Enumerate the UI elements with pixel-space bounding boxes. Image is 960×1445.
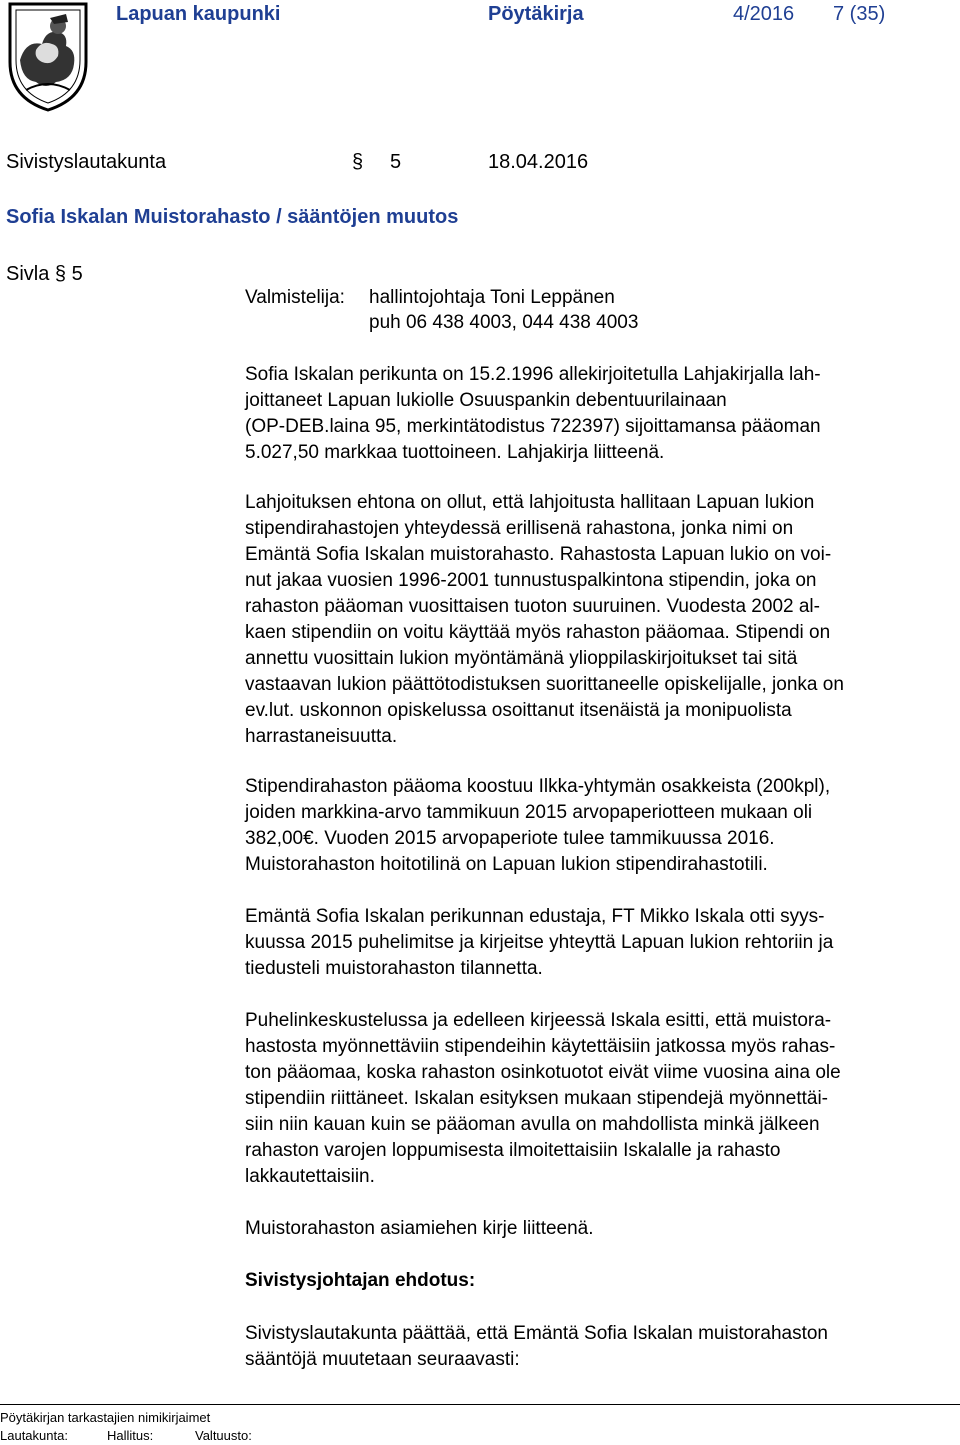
coat-of-arms-logo [6, 0, 90, 112]
proposal-text [245, 1321, 957, 1373]
para-line: tiedusteli muistorahaston tilannetta. [245, 958, 543, 979]
paragraph-3 [245, 774, 957, 878]
paragraph-5 [245, 1008, 957, 1190]
para-line: Stipendirahaston pääoma koostuu Ilkka-yhtymän osakkeista (200kpl), [245, 776, 831, 797]
para-line: hastosta myönnettäviin stipendeihin käytettäisiin jatkossa myös rahas- [245, 1036, 836, 1057]
paragraph-6 [245, 1216, 957, 1242]
header-org: Lapuan kaupunki [116, 3, 281, 25]
footer-hallitus: Hallitus: [107, 1428, 154, 1443]
preparer-name: hallintojohtaja Toni Leppänen [369, 287, 615, 308]
paragraph-2 [245, 490, 957, 750]
para-line: ev.lut. uskonnon opiskelussa osoittanut itsenäistä ja monipuolista [245, 700, 792, 721]
para-line: Muistorahaston asiamiehen kirje liitteenä. [245, 1218, 594, 1239]
para-line: Muistorahaston hoitotilinä on Lapuan lukion stipendirahastotili. [245, 854, 768, 875]
header-issue: 4/2016 [733, 3, 795, 25]
para-line: nut jakaa vuosien 1996-2001 tunnustuspalkintona stipendin, joka on [245, 570, 817, 591]
para-line: 382,00€. Vuoden 2015 arvopaperiote tulee tammikuussa 2016. [245, 828, 775, 849]
para-line: Puhelinkeskustelussa ja edelleen kirjeessä Iskala esitti, että muistora- [245, 1010, 832, 1031]
preparer-phone: puh 06 438 4003, 044 438 4003 [369, 312, 639, 333]
paragraph-4 [245, 904, 957, 982]
meta-body: Sivistyslautakunta [6, 151, 167, 173]
para-line: rahaston pääoman vuosittaisen tuoton suuruinen. Vuodesta 2002 al- [245, 596, 820, 617]
paragraph-1 [245, 362, 957, 466]
sivla-label [6, 263, 83, 286]
sivla-num: 5 [71, 263, 83, 285]
para-line: Lahjoituksen ehtona on ollut, että lahjoitusta hallitaan Lapuan lukion [245, 492, 815, 513]
para-line: Emäntä Sofia Iskalan muistorahasto. Rahastosta Lapuan lukio on voi- [245, 544, 832, 565]
para-line: annettu vuosittain lukion myöntämänä ylioppilaskirjoitukset tai sitä [245, 648, 798, 669]
footer-divider [0, 1404, 960, 1405]
section-sign: § [352, 151, 364, 173]
header-doc-type: Pöytäkirja [488, 3, 584, 25]
para-line: ton pääomaa, koska rahaston osinkotuotot eivät viime vuosina aina ole [245, 1062, 841, 1083]
meta-date: 18.04.2016 [488, 151, 589, 173]
para-line: joiden markkina-arvo tammikuun 2015 arvopaperiotteen mukaan oli [245, 802, 813, 823]
para-line: vastaavan lukion päättötodistuksen suorittaneelle opiskelijalle, jonka on [245, 674, 844, 695]
para-line: joittaneet Lapuan lukiolle Osuuspankin debentuurilainaan [245, 390, 727, 411]
para-line: 5.027,50 markkaa tuottoineen. Lahjakirja liitteenä. [245, 442, 665, 463]
section-sign: § [54, 263, 67, 285]
header-page: 7 (35) [833, 3, 886, 25]
meta-section-num: 5 [390, 151, 402, 173]
para-line: Emäntä Sofia Iskalan perikunnan edustaja, FT Mikko Iskala otti syys- [245, 906, 825, 927]
preparer-label: Valmistelija: [245, 287, 345, 308]
para-line: (OP-DEB.laina 95, merkintätodistus 722397) sijoittamansa pääoman [245, 416, 821, 437]
para-line: stipendirahastojen yhteydessä erillisenä rahastona, jonka nimi on [245, 518, 794, 539]
para-line: harrastaneisuutta. [245, 726, 398, 747]
para-line: Sivistyslautakunta päättää, että Emäntä Sofia Iskalan muistorahaston [245, 1323, 828, 1344]
footer-initials-label: Pöytäkirjan tarkastajien nimikirjaimet [0, 1410, 211, 1425]
para-line: kaen stipendiin on voitu käyttää myös rahaston pääomaa. Stipendi on [245, 622, 831, 643]
para-line: rahaston varojen loppumisesta ilmoitettaisiin Iskalalle ja rahasto [245, 1140, 781, 1161]
para-line: sääntöjä muutetaan seuraavasti: [245, 1349, 520, 1370]
para-line: stipendiin riittäneet. Iskalan esityksen mukaan stipendejä myönnettäi- [245, 1088, 828, 1109]
sivla-label-text: Sivla [6, 263, 50, 285]
proposal-heading: Sivistysjohtajan ehdotus: [245, 1270, 476, 1291]
footer-lautakunta: Lautakunta: [0, 1428, 68, 1443]
para-line: kuussa 2015 puhelimitse ja kirjeitse yhteyttä Lapuan lukion rehtoriin ja [245, 932, 834, 953]
footer-valtuusto: Valtuusto: [195, 1428, 252, 1443]
para-line: lakkautettaisiin. [245, 1166, 375, 1187]
para-line: Sofia Iskalan perikunta on 15.2.1996 allekirjoitetulla Lahjakirjalla lah- [245, 364, 821, 385]
page-title: Sofia Iskalan Muistorahasto / sääntöjen muutos [6, 206, 459, 228]
para-line: siin niin kauan kuin se pääoman avulla on mahdollista minkä jälkeen [245, 1114, 820, 1135]
